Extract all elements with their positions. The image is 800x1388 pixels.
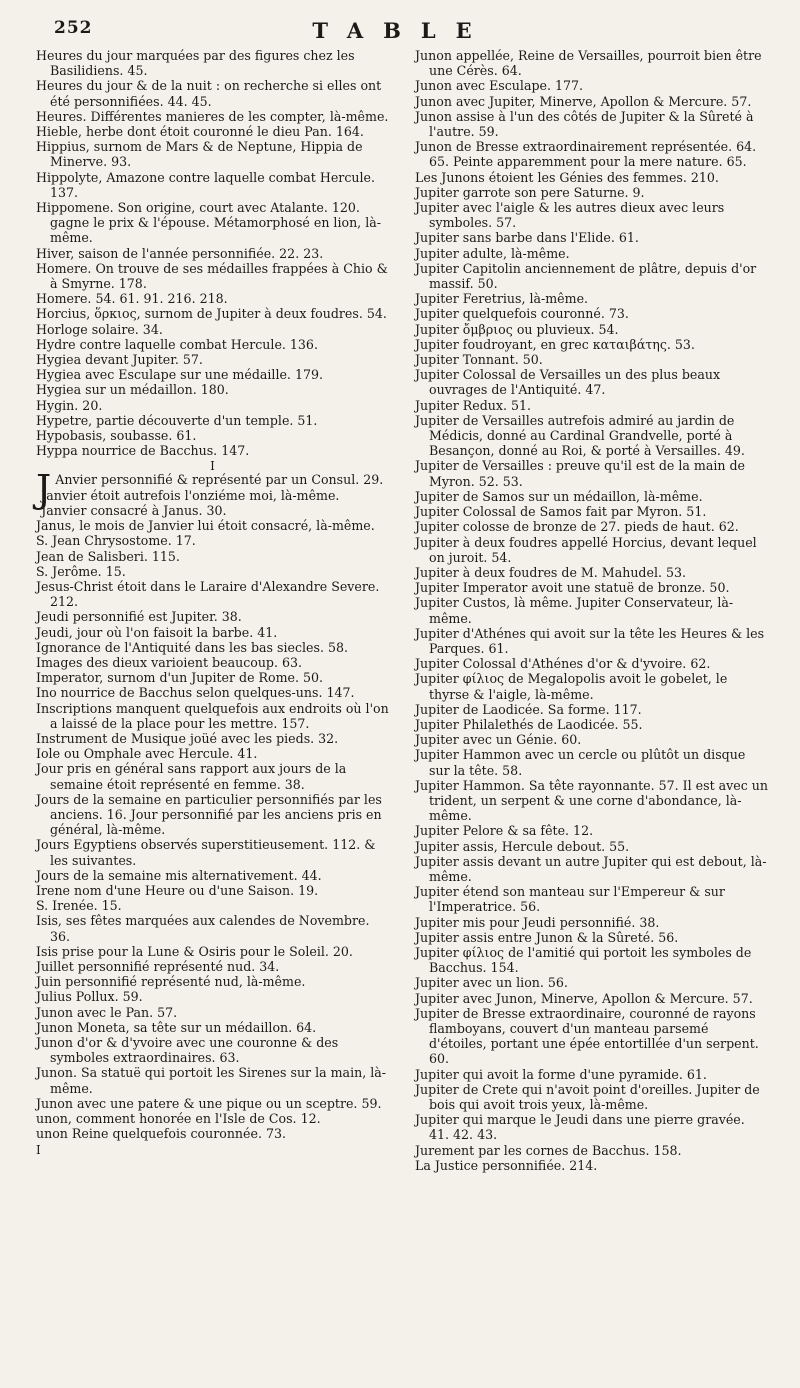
index-entry — [36, 868, 389, 883]
index-entry — [415, 306, 768, 321]
index-entry — [36, 731, 389, 746]
index-entry — [415, 991, 768, 1006]
index-entry-text: Jupiter assis entre Junon & la Sûreté. 56. — [415, 929, 679, 945]
index-entry-text: Jupiter de Laodicée. Sa forme. 117. — [415, 701, 642, 717]
index-entry — [36, 685, 389, 700]
index-entry-text: Jurement par les cornes de Bacchus. 158. — [415, 1142, 682, 1158]
index-entry-text: Hiver, saison de l'année personnifiée. 22. 23. — [36, 245, 324, 261]
index-entry-text: Heures. Différentes manieres de les compter, là-même. — [36, 108, 389, 124]
index-entry — [415, 535, 768, 565]
index-entry-text: Junon assise à l'un des côtés de Jupiter & la Sûreté à l'autre. 59. — [415, 108, 754, 140]
index-entry-text: Juillet personnifié représenté nud. 34. — [36, 958, 280, 974]
index-entry — [415, 823, 768, 838]
index-entry-text: Jupiter de Bresse extraordinaire, couronné de rayons flamboyans, couvert d'un manteau parsemé d'étoiles, portant une épée entortillée d'un serpent. 60. — [415, 1005, 759, 1067]
index-entry — [36, 337, 389, 352]
index-entry-text: Hyppa nourrice de Bacchus. 147. — [36, 443, 250, 459]
index-entry-text: Horloge solaire. 34. — [36, 321, 163, 337]
left-column — [36, 48, 389, 1173]
index-entry — [415, 702, 768, 717]
index-entry-text: Jupiter à deux foudres de M. Mahudel. 53. — [415, 564, 687, 580]
index-entry — [36, 989, 389, 1004]
index-entry-text: Jupiter qui marque le Jeudi dans une pierre gravée. 41. 42. 43. — [415, 1112, 745, 1143]
index-entry — [415, 170, 768, 185]
index-entry-text: Jupiter à deux foudres appellé Horcius, devant lequel on juroit. 54. — [415, 534, 757, 565]
index-entry — [36, 398, 389, 413]
index-entry-text: Junon avec Jupiter, Minerve, Apollon & Mercure. 57. — [415, 93, 752, 109]
index-entry — [36, 883, 389, 898]
index-entry-text: unon, comment honorée en l'Isle de Cos. 12. — [36, 1111, 321, 1127]
index-entry — [415, 656, 768, 671]
index-entry — [36, 792, 389, 838]
index-entry-text: Anvier personnifié & représenté par un Consul. 29. — [55, 472, 384, 488]
index-entry — [415, 732, 768, 747]
index-entry-text: Images des dieux varioient beaucoup. 63. — [36, 654, 303, 670]
index-entry-text: Jupiter Redux. 51. — [415, 397, 532, 413]
index-entry — [415, 839, 768, 854]
index-entry-text: Jupiter assis devant un autre Jupiter qui est debout, là-même. — [415, 853, 767, 884]
index-entry — [36, 291, 389, 306]
index-entry — [36, 48, 389, 78]
index-entry — [415, 580, 768, 595]
index-entry-text: Jupiter avec l'aigle & les autres dieux avec leurs symboles. 57. — [415, 200, 725, 231]
index-entry — [415, 1112, 768, 1142]
index-entry-text: Jupiter de Crete qui n'avoit point d'oreilles. Jupiter de bois qui avoit trois yeux, là-même. — [415, 1081, 760, 1113]
index-entry — [415, 717, 768, 732]
index-entry — [36, 139, 389, 169]
index-entry-text: Jours de la semaine en particulier personnifiés par les anciens. 16. Jour personnifié par les anciens pris en général, là-même. — [36, 791, 382, 838]
index-entry-text: Jupiter φίλιος de l'amitié qui portoit les symboles de Bacchus. 154. — [415, 944, 752, 976]
index-entry-text: Jupiter de Versailles : preuve qu'il est de la main de Myron. 52. 53. — [415, 458, 745, 489]
index-entry-text: Jupiter Pelore & sa fête. 12. — [415, 823, 594, 839]
index-entry-text: Isis prise pour la Lune & Osiris pour le Soleil. 20. — [36, 943, 353, 959]
index-entry — [36, 974, 389, 989]
index-entry — [415, 413, 768, 459]
index-entry-text: Jupiter Colossal d'Athénes d'or & d'yvoire. 62. — [415, 656, 711, 672]
index-entry — [36, 1020, 389, 1035]
index-entry-text: S. Irenée. 15. — [36, 898, 122, 914]
index-entry-text: Hygin. 20. — [36, 397, 103, 413]
index-entry — [36, 913, 389, 943]
index-entry-text: Jupiter garrote son pere Saturne. 9. — [415, 184, 645, 200]
index-entry — [36, 246, 389, 261]
index-entry-text: Junon avec le Pan. 57. — [36, 1004, 178, 1020]
index-entry — [36, 609, 389, 624]
index-entry — [415, 246, 768, 261]
index-entry-text: Junon d'or & d'yvoire avec une couronne & des symboles extraordinaires. 63. — [36, 1035, 339, 1066]
index-entry-text: Hippomene. Son origine, court avec Atalante. 120. gagne le prix & l'épouse. Métamorphosé en lion, là-même. — [36, 200, 381, 246]
index-entry-text: Junon. Sa statuë qui portoit les Sirenes sur la main, là-même. — [36, 1065, 386, 1096]
index-entry — [415, 458, 768, 488]
right-column — [415, 48, 768, 1173]
index-entry-text: Junon de Bresse extraordinairement représentée. 64. 65. Peinte apparemment pour la mere nature. 65. — [415, 139, 757, 170]
index-entry-text: Jupiter Imperator avoit une statuë de bronze. 50. — [415, 580, 730, 596]
index-entry — [36, 944, 389, 959]
index-entry-text: Hygiea avec Esculape sur une médaille. 179. — [36, 367, 323, 383]
index-entry — [415, 398, 768, 413]
index-entry — [36, 124, 389, 139]
index-entry — [36, 564, 389, 579]
index-entry — [36, 382, 389, 397]
index-entry — [415, 778, 768, 824]
index-entry-text: Janus, le mois de Janvier lui étoit consacré, là-même. — [36, 518, 375, 534]
signature-mark: I — [36, 1143, 41, 1158]
index-entry-text: Jupiter mis pour Jeudi personnifié. 38. — [415, 914, 660, 930]
index-entry — [36, 488, 389, 503]
index-entry-text: Jupiter ὄμβριος ou pluvieux. 54. — [415, 321, 619, 337]
index-entry — [415, 337, 768, 352]
index-entry — [36, 959, 389, 974]
index-entry — [415, 78, 768, 93]
running-title: TABLE — [312, 18, 492, 43]
index-entry — [36, 670, 389, 685]
index-entry — [36, 428, 389, 443]
index-entry — [415, 48, 768, 78]
index-entry-text: La Justice personnifiée. 214. — [415, 1157, 598, 1173]
index-entry — [415, 200, 768, 230]
index-entry — [415, 565, 768, 580]
index-entry-text: Julius Pollux. 59. — [36, 989, 143, 1005]
index-entry — [415, 489, 768, 504]
index-entry — [36, 701, 389, 731]
index-entry-text: Junon avec une patere & une pique ou un sceptre. 59. — [36, 1095, 382, 1111]
index-entry-text: Hydre contre laquelle combat Hercule. 136. — [36, 336, 318, 352]
index-entry-text: Jupiter Custos, là même. Jupiter Conservateur, là-même. — [415, 595, 734, 626]
index-entry-text: Jupiter quelquefois couronné. 73. — [415, 306, 629, 322]
index-entry-text: Jupiter avec un lion. 56. — [415, 975, 568, 991]
index-entry — [36, 518, 389, 533]
index-entry — [36, 200, 389, 246]
index-entry — [415, 671, 768, 701]
index-entry-text: Jupiter de Samos sur un médaillon, là-même. — [415, 488, 703, 504]
index-entry — [415, 322, 768, 337]
index-entry — [36, 898, 389, 913]
index-entry-text: Les Junons étoient les Génies des femmes. 210. — [415, 169, 719, 185]
index-entry — [36, 367, 389, 382]
index-entry — [415, 1082, 768, 1112]
index-entry-text: Jupiter avec un Génie. 60. — [415, 732, 582, 748]
index-entry-text: Jupiter avec Junon, Minerve, Apollon & Mercure. 57. — [415, 990, 753, 1006]
index-entry — [415, 930, 768, 945]
index-entry-text: Jupiter Capitolin anciennement de plâtre, depuis d'or massif. 50. — [415, 260, 757, 292]
index-entry — [415, 352, 768, 367]
index-entry-text: Hypetre, partie découverte d'un temple. 51. — [36, 412, 318, 428]
index-entry — [36, 352, 389, 367]
index-entry — [36, 170, 389, 200]
index-entry — [36, 533, 389, 548]
index-entry — [36, 109, 389, 124]
index-entry — [36, 1111, 389, 1126]
index-entry-text: unon Reine quelquefois couronnée. 73. — [36, 1126, 286, 1142]
index-entry-text: Jupiter foudroyant, en grec καταιβάτης. 53. — [415, 336, 695, 352]
index-entry-text: Irene nom d'une Heure ou d'une Saison. 19. — [36, 882, 319, 898]
index-entry-text: Heures du jour & de la nuit : on recherche si elles ont été personnifiées. 44. 45. — [36, 78, 382, 109]
index-entry-text: Jour pris en général sans rapport aux jours de la semaine étoit représenté en femme. 38. — [36, 761, 347, 792]
index-entry — [36, 655, 389, 670]
index-entry — [36, 640, 389, 655]
index-entry — [415, 291, 768, 306]
index-entry — [415, 975, 768, 990]
index-entry-text: Jours Egyptiens observés superstitieusement. 112. & les suivantes. — [36, 837, 376, 868]
index-entry-text: Isis, ses fêtes marquées aux calendes de Novembre. 36. — [36, 913, 370, 944]
index-entry-text: Juin personnifié représenté nud, là-même. — [36, 974, 306, 990]
index-entry-text: Jupiter adulte, là-même. — [415, 245, 570, 261]
index-entry — [415, 230, 768, 245]
index-entry — [415, 747, 768, 777]
index-entry-text: Jupiter Colossal de Versailles un des plus beaux ouvrages de l'Antiquité. 47. — [415, 367, 721, 398]
index-entry — [36, 549, 389, 564]
index-entry — [415, 185, 768, 200]
index-entry-text: Hygiea sur un médaillon. 180. — [36, 382, 229, 398]
index-entry-text: Jeudi, jour où l'on faisoit la barbe. 41. — [36, 624, 278, 640]
index-entry — [415, 595, 768, 625]
index-entry-text: Inscriptions manquent quelquefois aux endroits où l'on a laissé de la place pour les mettre. 157. — [36, 700, 389, 731]
index-entry-text: Ino nourrice de Bacchus selon quelques-uns. 147. — [36, 685, 355, 701]
index-entry-text: Junon Moneta, sa tête sur un médaillon. 64. — [36, 1019, 317, 1035]
index-entry-text: Jesus-Christ étoit dans le Laraire d'Alexandre Severe. 212. — [36, 578, 380, 610]
index-entry — [36, 306, 389, 321]
index-entry — [36, 1035, 389, 1065]
index-entry-text: Ignorance de l'Antiquité dans les bas siecles. 58. — [36, 639, 349, 655]
index-entry-text: Hypobasis, soubasse. 61. — [36, 428, 197, 444]
index-entry-text: Homere. On trouve de ses médailles frappées à Chio & à Smyrne. 178. — [36, 260, 388, 292]
index-entry — [36, 78, 389, 108]
index-entry — [36, 579, 389, 609]
index-entry-text: Jupiter Colossal de Samos fait par Myron. 51. — [415, 504, 707, 520]
drop-cap: J — [36, 467, 52, 512]
index-entry — [415, 626, 768, 656]
page-header — [36, 18, 768, 48]
index-entry-text: Hieble, herbe dont étoit couronné le dieu Pan. 164. — [36, 124, 364, 140]
index-entry-text: Jupiter sans barbe dans l'Elide. 61. — [415, 230, 639, 246]
index-entry-text: Iole ou Omphale avec Hercule. 41. — [36, 746, 258, 762]
index-entry — [415, 139, 768, 169]
index-entry-text: S. Jerôme. 15. — [36, 563, 126, 579]
index-entry-text: Jupiter qui avoit la forme d'une pyramide. 61. — [415, 1066, 707, 1082]
index-entry — [36, 625, 389, 640]
index-entry-text: S. Jean Chrysostome. 17. — [36, 533, 196, 549]
index-entry-text: Jupiter Philalethés de Laodicée. 55. — [415, 716, 643, 732]
index-entry — [36, 837, 389, 867]
index-entry — [36, 261, 389, 291]
index-entry — [36, 503, 389, 518]
index-entry-text: Hygiea devant Jupiter. 57. — [36, 352, 203, 368]
index-entry — [415, 1006, 768, 1067]
index-entry — [415, 1143, 768, 1158]
section-letter: I — [210, 459, 215, 474]
index-entry-text: Jeudi personnifié est Jupiter. 38. — [36, 609, 242, 625]
index-entry — [36, 1065, 389, 1095]
index-entry-text: Hippolyte, Amazone contre laquelle combat Hercule. 137. — [36, 169, 375, 200]
index-entry-text: Jupiter Tonnant. 50. — [415, 352, 543, 368]
index-entry — [36, 746, 389, 761]
index-entry-text: Horcius, ὅρκιος, surnom de Jupiter à deux foudres. 54. — [36, 306, 387, 322]
index-entry-text: Junon appellée, Reine de Versailles, pourroit bien être une Cérès. 64. — [415, 48, 762, 79]
index-entry — [415, 854, 768, 884]
index-entry-text: Janvier étoit autrefois l'onziéme moi, là-même. — [41, 487, 340, 503]
index-entry — [415, 109, 768, 139]
index-entry-text: Jupiter assis, Hercule debout. 55. — [415, 838, 630, 854]
index-entry-text: Jupiter étend son manteau sur l'Empereur & sur l'Imperatrice. 56. — [415, 884, 725, 915]
index-entry-text: Homere. 54. 61. 91. 216. 218. — [36, 291, 228, 307]
index-entry-text: Imperator, surnom d'un Jupiter de Rome. 50. — [36, 670, 324, 686]
page-number: 252 — [54, 18, 93, 38]
index-entry — [415, 1158, 768, 1173]
index-entry — [415, 884, 768, 914]
index-entry-text: Janvier consacré à Janus. 30. — [41, 502, 227, 518]
index-entry — [36, 1096, 389, 1111]
index-entry — [415, 915, 768, 930]
index-entry — [415, 367, 768, 397]
index-entry-text: Jours de la semaine mis alternativement. 44. — [36, 867, 322, 883]
index-entry-text: Jupiter colosse de bronze de 27. pieds de haut. 62. — [415, 519, 739, 535]
index-entry-text: Hippius, surnom de Mars & de Neptune, Hippia de Minerve. 93. — [36, 139, 363, 170]
index-entry-text: Instrument de Musique joüé avec les pieds. 32. — [36, 730, 339, 746]
index-entry — [36, 1126, 389, 1141]
index-entry-text: Jupiter φίλιος de Megalopolis avoit le gobelet, le thyrse & l'aigle, là-même. — [415, 671, 728, 702]
index-entry-text: Jupiter d'Athénes qui avoit sur la tête les Heures & les Parques. 61. — [415, 625, 765, 656]
index-entry — [415, 519, 768, 534]
index-entry-text: Junon avec Esculape. 177. — [415, 78, 584, 94]
index-entry-text: Heures du jour marquées par des figures chez les Basilidiens. 45. — [36, 48, 355, 79]
index-entry — [415, 1067, 768, 1082]
index-entry — [36, 761, 389, 791]
index-entry-text: Jupiter Hammon. Sa tête rayonnante. 57. Il est avec un trident, un serpent & une corne d'abondance, là-même. — [415, 777, 768, 824]
index-entry — [415, 945, 768, 975]
index-entry — [36, 413, 389, 428]
index-entry — [36, 1005, 389, 1020]
index-entry — [415, 94, 768, 109]
index-entry-text: Jupiter Feretrius, là-même. — [415, 291, 589, 307]
index-entry — [36, 443, 389, 458]
index-entry-text: Jean de Salisberi. 115. — [36, 548, 180, 564]
index-entry — [415, 504, 768, 519]
index-entry-text: Jupiter de Versailles autrefois admiré au jardin de Médicis, donné au Cardinal Grandvelle, porté à Besançon, donné au Roi, & porté à Versailles. 49. — [415, 412, 745, 459]
index-columns — [36, 48, 768, 1173]
index-entry-text: Jupiter Hammon avec un cercle ou plûtôt un disque sur la tête. 58. — [415, 747, 746, 778]
index-entry — [36, 322, 389, 337]
index-entry — [415, 261, 768, 291]
